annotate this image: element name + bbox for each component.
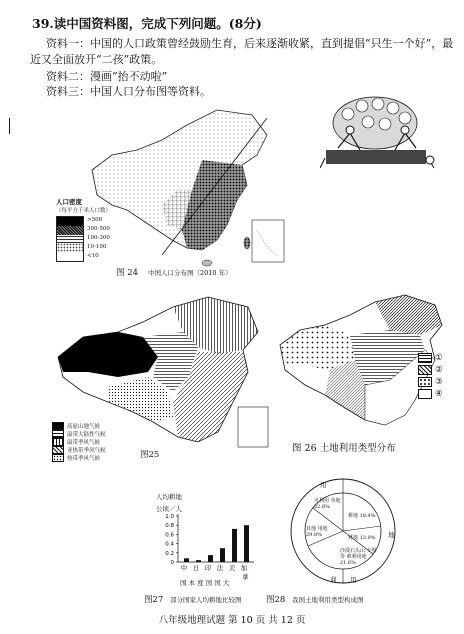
chart-axis [178,514,254,562]
pie-segment: 沙漠石头山 戈壁等 难利用地 21.6% [340,548,377,566]
bar [232,529,237,562]
legend-item: 亚热带季风气候 [67,448,106,454]
pie-segment: 可利用 草地 32.6% [314,498,341,510]
pie-segment: 林地 13.9% [348,535,376,541]
fig25-legend [52,422,106,462]
fig27-ylabel2: 公顷／人 [156,505,182,513]
fig24-caption-text: 中国人口分布图（2010 年） [148,269,232,277]
outer-word: 用 [320,481,327,489]
fig27-xlabels [178,563,250,572]
legend-item: 高原山地气候 [67,424,101,430]
fig27-xlabel-extra: 拿 [242,573,249,581]
y-tick-label: 0.6 [165,532,174,539]
bar [208,555,213,562]
legend-item: 温带大陆性气候 [67,432,106,438]
page-footer: 八年级地理试题 第 10 页 共 12 页 [158,615,306,626]
fig27-xlabel: 国 本 度 国 国 大 [180,579,230,587]
fig27-caption-text: 部分国家人均耕地比较图 [170,596,242,604]
legend-item: <10 [87,252,99,259]
fig28-caption-num: 图28 [266,595,286,605]
material3: 资料三：中国人口分布图等资料。 [46,85,211,98]
legend-title: 人口密度 [56,198,82,206]
y-tick-label: 0 [170,560,174,566]
pie-segment: 耕地 18.4% [348,513,376,519]
fig28-caption-text: 我国土地利用类型构成图 [292,596,364,604]
fig27-caption-num: 图27 [144,595,164,605]
fig26-caption: 图 26 土地利用类型分布 [292,443,396,454]
cartoon-illustration [320,88,440,173]
land-use-pie [288,476,398,588]
legend-item: 热带季风气候 [67,456,101,462]
y-tick-label: 0.2 [165,550,174,557]
legend-item: 温带季风气候 [67,440,101,446]
y-tick-label: 1.0 [165,514,174,520]
outer-word: 用 [350,576,357,584]
x-tick: 日 [192,564,200,572]
material2: 资料二：漫画“抬不动啦” [46,70,168,83]
material1-line2: 近又全面放开“二孩”政策。 [30,53,163,66]
x-tick: 印 [204,564,212,572]
legend-unit: （每平方千米人口数） [56,208,112,214]
legend-item: 10-100 [87,243,107,250]
bar [220,548,225,562]
y-tick-label: 0.8 [165,523,174,530]
pie-segment: 其他 用地 29.8% [306,526,328,538]
legend-item: ② [435,365,443,375]
legend-item: ① [435,353,443,363]
x-tick: 法 [216,564,224,572]
y-tick-label: 0.4 [165,541,174,548]
material1-line1: 资料一：中国的人口政策曾经鼓励生育，后来逐渐收紧，直到提倡“只生一个好”，最 [46,37,454,50]
bar [184,558,189,562]
bar [196,560,201,562]
fig25-caption: 图25 [140,450,160,460]
legend-item: ④ [435,389,443,399]
bar [244,525,249,562]
question-title: 39.读中国资料图，完成下列问题。(8分) [32,16,262,31]
x-tick: 中 [180,564,188,572]
outer-word: 利 [330,576,337,584]
fig26-legend [418,352,443,400]
fig24-legend [56,197,136,262]
fig27-ylabel1: 人均耕地 [156,493,182,501]
legend-item: >500 [87,217,103,224]
legend-item: 100-300 [87,234,110,241]
outer-word: 地 [388,531,395,539]
x-tick: 加 [240,564,248,572]
legend-item: ③ [435,377,443,387]
margin-mark [9,118,10,134]
x-tick: 美 [228,564,236,572]
legend-item: 300-500 [87,226,110,233]
fig24-caption-num: 图 24 [116,268,139,278]
